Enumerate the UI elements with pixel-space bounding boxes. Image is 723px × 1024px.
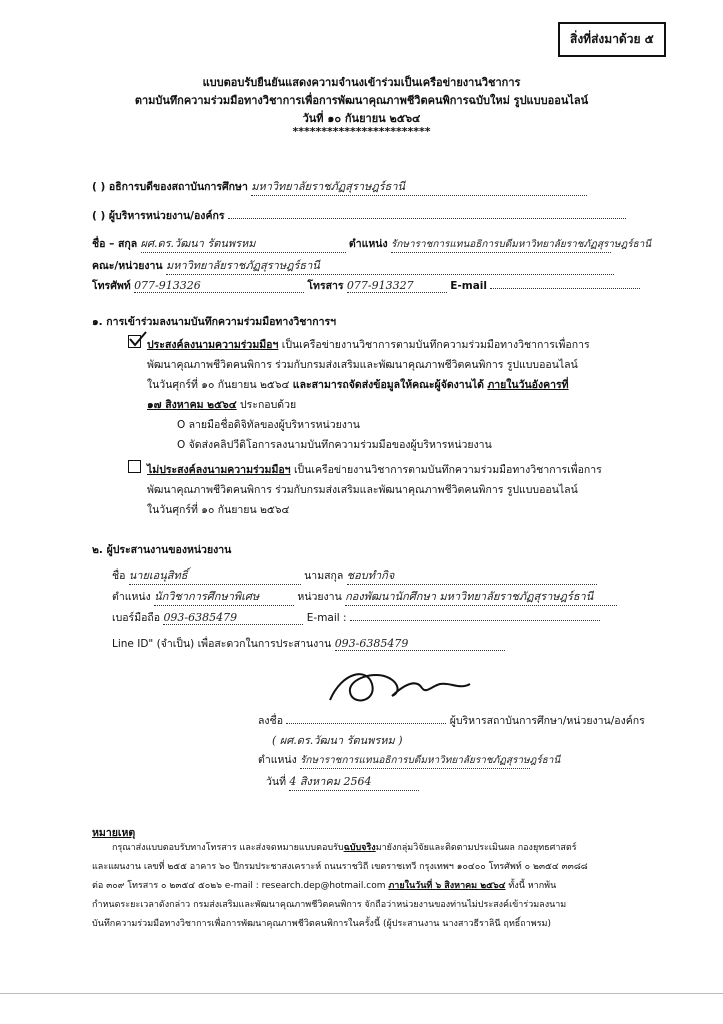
note-line2: และแผนงาน เลขที่ ๒๕๕ อาคาร ๖๐ ปีกรมประชาสงเคราะห์ ถนนราชวิถี เขตราชเทวี กรุงเทพฯ ๑๐๔๐๐ โทรศัพท์ ๐ ๒๓๕๔ ๓๓๘๘ (92, 862, 588, 872)
note-line3c: ทั้งนี้ หากพ้น (508, 881, 557, 891)
note-heading: หมายเหตุ (92, 827, 136, 839)
bullet-video-clip: O จัดส่งคลิปวีดิโอการลงนามบันทึกความร่วมมือของผู้บริหารหน่วยงาน (177, 439, 492, 451)
coordinator-line-row (112, 635, 505, 652)
email-field[interactable] (490, 276, 640, 289)
bullet-digital-signature: O ลายมือชื่อดิจิทัลของผู้บริหารหน่วยงาน (177, 419, 360, 431)
checkmark-icon (129, 331, 147, 347)
name-field[interactable]: ผศ.ดร.วัฒนา รัตนพรหม (141, 234, 346, 253)
option2-checkbox[interactable] (128, 460, 141, 473)
option1-checkbox[interactable] (128, 335, 141, 348)
coordinator-line-field[interactable]: 093-6385479 (335, 637, 505, 651)
option2-line3: ในวันศุกร์ที่ ๑๐ กันยายน ๒๕๖๔ (147, 504, 290, 516)
coordinator-email-label: E-mail : (306, 612, 347, 624)
option1-includes: ประกอบด้วย (240, 399, 297, 411)
faculty-row (92, 256, 614, 275)
rector-row (92, 177, 587, 196)
note-deadline: ภายในวันที่ ๖ สิงหาคม ๒๕๖๔ (388, 881, 506, 891)
form-title-line1: แบบตอบรับยืนยันแสดงความจำนงเข้าร่วมเป็นเครือข่ายงานวิชาการ (202, 76, 521, 89)
sign-label: ลงชื่อ (258, 715, 283, 727)
fax-label: โทรสาร (307, 280, 344, 292)
sign-suffix: ผู้บริหารสถาบันการศึกษา/หน่วยงาน/องค์กร (449, 715, 645, 727)
executive-field[interactable] (228, 206, 626, 219)
option1-deadline-b: ๑๗ สิงหาคม ๒๕๖๔ (147, 399, 237, 411)
sign-field[interactable] (286, 711, 446, 724)
option1-line1 (147, 336, 590, 353)
coordinator-email-field[interactable] (350, 608, 600, 621)
page-divider (0, 993, 723, 994)
option2-line2: พัฒนาคุณภาพชีวิตคนพิการ ร่วมกับกรมส่งเสริมและพัฒนาคุณภาพชีวิตคนพิการ รูปแบบออนไลน์ (147, 484, 578, 496)
option2-title: ไม่ประสงค์ลงนามความร่วมมือฯ (147, 464, 291, 476)
attachment-badge: สิ่งที่ส่งมาด้วย ๕ (558, 22, 666, 57)
contact-row (92, 276, 640, 294)
signer-position-label: ตำแหน่ง (258, 754, 297, 766)
coordinator-mobile-row (112, 608, 600, 626)
phone-field[interactable]: 077-913326 (134, 279, 304, 293)
note-line5: บันทึกความร่วมมือทางวิชาการเพื่อการพัฒนาคุณภาพชีวิตคนพิการในครั้งนี้ (ผู้ประสานงาน นางสาวธีราลินี ฤทธิ์ถาพรม) (92, 919, 551, 929)
coordinator-mobile-label: เบอร์มือถือ (112, 612, 161, 624)
email-label: E-mail (450, 280, 488, 292)
name-label: ชื่อ – สกุล (92, 238, 138, 250)
note-line1c: มายังกลุ่มวิจัยและติดตามประเมินผล กองยุทธศาสตร์ (375, 843, 577, 853)
note-line3 (92, 878, 556, 892)
section2-heading: ๒. ผู้ประสานงานของหน่วยงาน (92, 544, 232, 556)
signer-position-field[interactable]: รักษาราชการแทนอธิการบดีมหาวิทยาลัยราชภัฏสุราษฎร์ธานี (300, 753, 530, 769)
section1-heading: ๑. การเข้าร่วมลงนามบันทึกความร่วมมือทางวิชาการฯ (92, 316, 337, 328)
position-label: ตำแหน่ง (348, 238, 388, 250)
note-line4: กำหนดระยะเวลาดังกล่าว กรมส่งเสริมและพัฒนาคุณภาพชีวิตคนพิการ จักถือว่าหน่วยงานของท่านไม่ประสงค์เข้าร่วมลงนาม (92, 900, 567, 910)
rector-label: ( ) อธิการบดีของสถาบันการศึกษา (92, 181, 248, 193)
coordinator-position-row (112, 587, 617, 606)
form-title-date: วันที่ ๑๐ กันยายน ๒๕๖๔ (302, 112, 421, 125)
title-stars: ************************ (292, 125, 431, 138)
coordinator-unit-field[interactable]: กองพัฒนานักศึกษา มหาวิทยาลัยราชภัฏสุราษฎร์ธานี (345, 587, 617, 606)
note-contact: ต่อ ๓๐๙ โทรสาร ๐ ๒๓๕๔ ๕๐๒๖ e-mail : research.dep@hotmail.com (92, 881, 386, 891)
coordinator-mobile-field[interactable]: 093-6385479 (163, 611, 303, 625)
coordinator-surname-field[interactable]: ชอบทำกิจ (347, 566, 597, 585)
option1-line3 (147, 376, 569, 393)
option1-date: ในวันศุกร์ที่ ๑๐ กันยายน ๒๕๖๔ (147, 379, 290, 391)
rector-field[interactable]: มหาวิทยาลัยราชภัฏสุราษฎร์ธานี (251, 177, 587, 196)
executive-row (92, 206, 626, 224)
coordinator-name-row (112, 566, 597, 585)
option1-deadline-a: ภายในวันอังคารที่ (487, 379, 569, 391)
note-line1a: กรุณาส่งแบบตอบรับทางโทรสาร และส่งจดหมายแบบตอบรับ (112, 843, 344, 853)
coordinator-position-label: ตำแหน่ง (112, 591, 151, 603)
coordinator-line-label: Line ID" (จำเป็น) เพื่อสะดวกในการประสานงาน (112, 638, 332, 650)
option2-text1: เป็นเครือข่ายงานวิชาการตามบันทึกความร่วมมือทางวิชาการเพื่อการ (293, 464, 602, 476)
faculty-field[interactable]: มหาวิทยาลัยราชภัฏสุราษฎร์ธานี (166, 256, 614, 275)
name-row (92, 234, 652, 253)
executive-label: ( ) ผู้บริหารหน่วยงาน/องค์กร (92, 210, 225, 222)
coordinator-unit-label: หน่วยงาน (297, 591, 342, 603)
handwritten-signature (322, 662, 472, 712)
form-title-line2: ตามบันทึกความร่วมมือทางวิชาการเพื่อการพัฒนาคุณภาพชีวิตคนพิการฉบับใหม่ รูปแบบออนไลน์ (134, 94, 589, 107)
fax-field[interactable]: 077-913327 (347, 279, 447, 293)
phone-label: โทรศัพท์ (92, 280, 131, 292)
option2-line1 (147, 461, 602, 478)
coordinator-position-field[interactable]: นักวิชาการศึกษาพิเศษ (154, 587, 294, 606)
signer-name: ( ผศ.ดร.วัฒนา รัตนพรหม ) (272, 734, 403, 747)
coordinator-surname-label: นามสกุล (304, 570, 344, 582)
note-line1 (112, 840, 577, 854)
option1-line4 (147, 396, 296, 413)
position-field[interactable]: รักษาราชการแทนอธิการบดีมหาวิทยาลัยราชภัฏสุราษฎร์ธานี (391, 237, 611, 253)
sign-date-field[interactable]: 4 สิงหาคม 2564 (289, 772, 419, 791)
sign-date-row (266, 772, 419, 791)
option1-send-note: และสามารถจัดส่งข้อมูลให้คณะผู้จัดงานได้ (292, 379, 484, 391)
option1-line2: พัฒนาคุณภาพชีวิตคนพิการ ร่วมกับกรมส่งเสริมและพัฒนาคุณภาพชีวิตคนพิการ รูปแบบออนไลน์ (147, 359, 578, 371)
faculty-label: คณะ/หน่วยงาน (92, 260, 163, 272)
note-original: ฉบับจริง (343, 843, 376, 853)
signer-position-row (258, 751, 561, 769)
sign-row (258, 711, 645, 729)
coordinator-name-label: ชื่อ (112, 570, 126, 582)
coordinator-name-field[interactable]: นายเอนุสิทธิ์ (129, 566, 301, 585)
option1-title: ประสงค์ลงนามความร่วมมือฯ (147, 339, 279, 351)
option1-text1: เป็นเครือข่ายงานวิชาการตามบันทึกความร่วมมือทางวิชาการเพื่อการ (281, 339, 590, 351)
sign-date-label: วันที่ (266, 776, 286, 788)
